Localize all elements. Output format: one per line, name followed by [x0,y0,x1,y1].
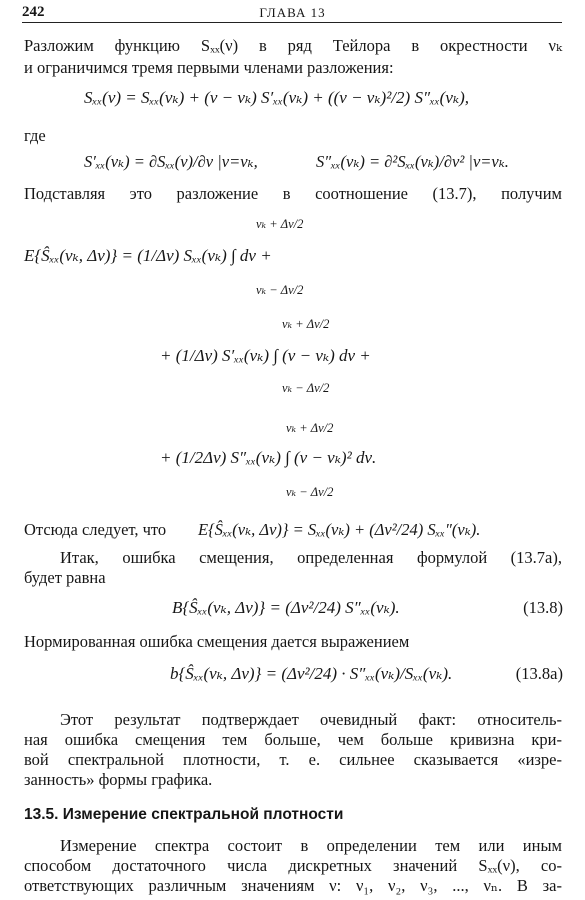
equation-text: B{Ŝₓₓ(νₖ, Δν)} = (Δν²/24) S″ₓₓ(νₖ). [172,598,400,617]
equation-result [198,520,480,540]
equation-expectation-line-2 [160,346,371,366]
integral-upper-limit: νₖ + Δν/2 [286,421,334,435]
paragraph-line: Этот результат подтверждает очевидный факт: относитель- [60,710,562,729]
header-rule [22,22,562,23]
equation-text: S″ₓₓ(νₖ) = ∂²Sₓₓ(νₖ)/∂ν² |ν=νₖ. [316,152,509,171]
integral-lower-limit: νₖ − Δν/2 [256,283,304,297]
equation-normalized-bias [170,664,452,684]
paragraph-line: Измерение спектра состоит в определении тем или иным [60,836,562,855]
paragraph-line: вой спектральной плотности, т. е. сильнее сказывается «изре- [24,750,562,769]
equation-expectation-line-1 [24,246,272,266]
paragraph-line: будет равна [24,568,106,587]
paragraph-line: Подставляя это разложение в соотношение (13.7), получим [24,184,562,203]
equation-text: S′ₓₓ(νₖ) = ∂Sₓₓ(ν)/∂ν |ν=νₖ, [84,152,258,171]
paragraph-line: Нормированная ошибка смещения дается выражением [24,632,410,651]
page-number: 242 [22,4,45,20]
paragraph-line: где [24,126,46,145]
section-heading: 13.5. Измерение спектральной плотности [24,806,344,823]
paragraph-line: занность» формы графика. [24,770,213,789]
equation-first-derivative [84,152,258,172]
equation-expectation-line-3 [160,448,376,468]
equation-text: Sₓₓ(ν) = Sₓₓ(νₖ) + (ν − νₖ) S′ₓₓ(νₖ) + ((ν − νₖ)²/2) S″ₓₓ(νₖ), [84,88,469,107]
equation-text: E{Ŝₓₓ(νₖ, Δν)} = Sₓₓ(νₖ) + (Δν²/24) Sₓₓ″(νₖ). [198,520,481,539]
paragraph-line: и ограничимся тремя первыми членами разложения: [24,58,394,77]
paragraph-line: Разложим функцию Sₓₓ(ν) в ряд Тейлора в окрестности νₖ [24,36,562,55]
equation-text: b{Ŝₓₓ(νₖ, Δν)} = (Δν²/24) · S″ₓₓ(νₖ)/Sₓₓ(νₖ). [170,664,453,683]
equation-second-derivative [316,152,509,172]
integral-upper-limit: νₖ + Δν/2 [282,317,330,331]
equation-text: E{Ŝₓₓ(νₖ, Δν)} = (1/Δν) Sₓₓ(νₖ) ∫ dν + [24,246,272,265]
integral-lower-limit: νₖ − Δν/2 [282,381,330,395]
equation-number: (13.8) [523,598,563,617]
chapter-title: ГЛАВА 13 [259,5,326,20]
equation-number: (13.8a) [515,664,563,683]
integral-lower-limit: νₖ − Δν/2 [286,485,334,499]
equation-bias [172,598,400,618]
paragraph-line: ответствующих различным значениям ν: ν₁, ν₂, ν₃, ..., νₙ. В за- [24,876,562,895]
equation-text: + (1/Δν) S′ₓₓ(νₖ) ∫ (ν − νₖ) dν + [160,346,371,365]
paragraph-line: Итак, ошибка смещения, определенная формулой (13.7а), [60,548,562,567]
equation-taylor [84,88,469,108]
paragraph-line: Отсюда следует, что [24,520,167,539]
paragraph-line: способом достаточного числа дискретных значений Sₓₓ(ν), со- [24,856,562,875]
integral-upper-limit: νₖ + Δν/2 [256,217,304,231]
equation-text: + (1/2Δν) S″ₓₓ(νₖ) ∫ (ν − νₖ)² dν. [160,448,377,467]
paragraph-line: ная ошибка смещения тем больше, чем больше кривизна кри- [24,730,562,749]
